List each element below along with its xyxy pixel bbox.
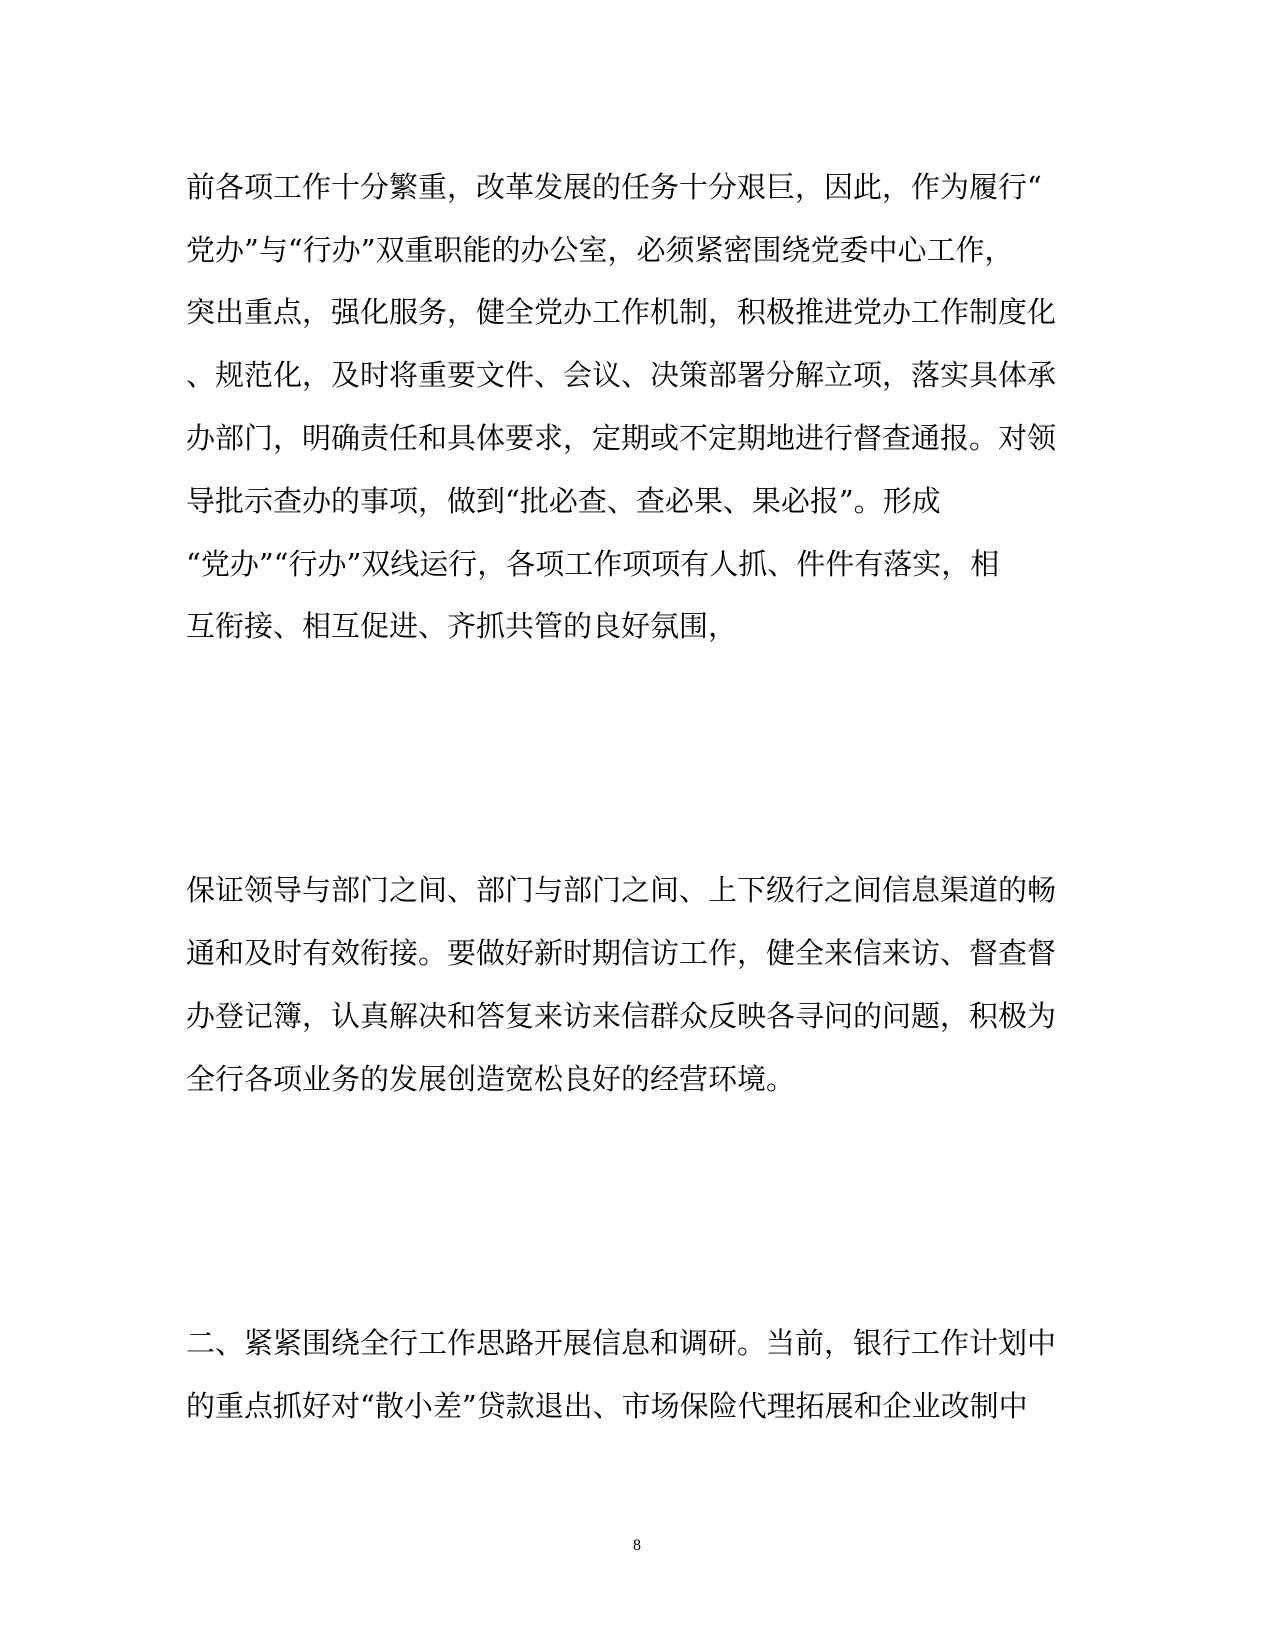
page-number: 8 [633, 1537, 641, 1554]
text-line: 突出重点，强化服务，健全党办工作机制，积极推进党办工作制度化 [186, 295, 1057, 329]
text-line: 办部门，明确责任和具体要求，定期或不定期地进行督查通报。对领 [186, 421, 1057, 455]
text-line: 通和及时有效衔接。要做好新时期信访工作，健全来信来访、督查督 [186, 936, 1057, 970]
text-line: 的重点抓好对“散小差”贷款退出、市场保险代理拓展和企业改制中 [186, 1389, 1028, 1423]
text-line: 、规范化，及时将重要文件、会议、决策部署分解立项，落实具体承 [186, 358, 1057, 392]
text-line: 互衔接、相互促进、齐抓共管的良好氛围， [186, 609, 738, 643]
text-line: 党办”与“行办”双重职能的办公室，必须紧密围绕党委中心工作， [186, 233, 1014, 267]
text-line: 保证领导与部门之间、部门与部门之间、上下级行之间信息渠道的畅 [186, 873, 1057, 907]
text-line: “党办”“行办”双线运行，各项工作项项有人抓、件件有落实，相 [186, 547, 1000, 581]
text-line: 全行各项业务的发展创造宽松良好的经营环境。 [186, 1062, 796, 1096]
text-line: 前各项工作十分繁重，改革发展的任务十分艰巨，因此，作为履行“ [186, 170, 1042, 204]
text-line: 二、紧紧围绕全行工作思路开展信息和调研。当前，银行工作计划中 [186, 1326, 1057, 1360]
text-line: 办登记簿，认真解决和答复来访来信群众反映各寻问的问题，积极为 [186, 999, 1057, 1033]
text-line: 导批示查办的事项，做到“批必查、查必果、果必报”。形成 [186, 484, 941, 518]
